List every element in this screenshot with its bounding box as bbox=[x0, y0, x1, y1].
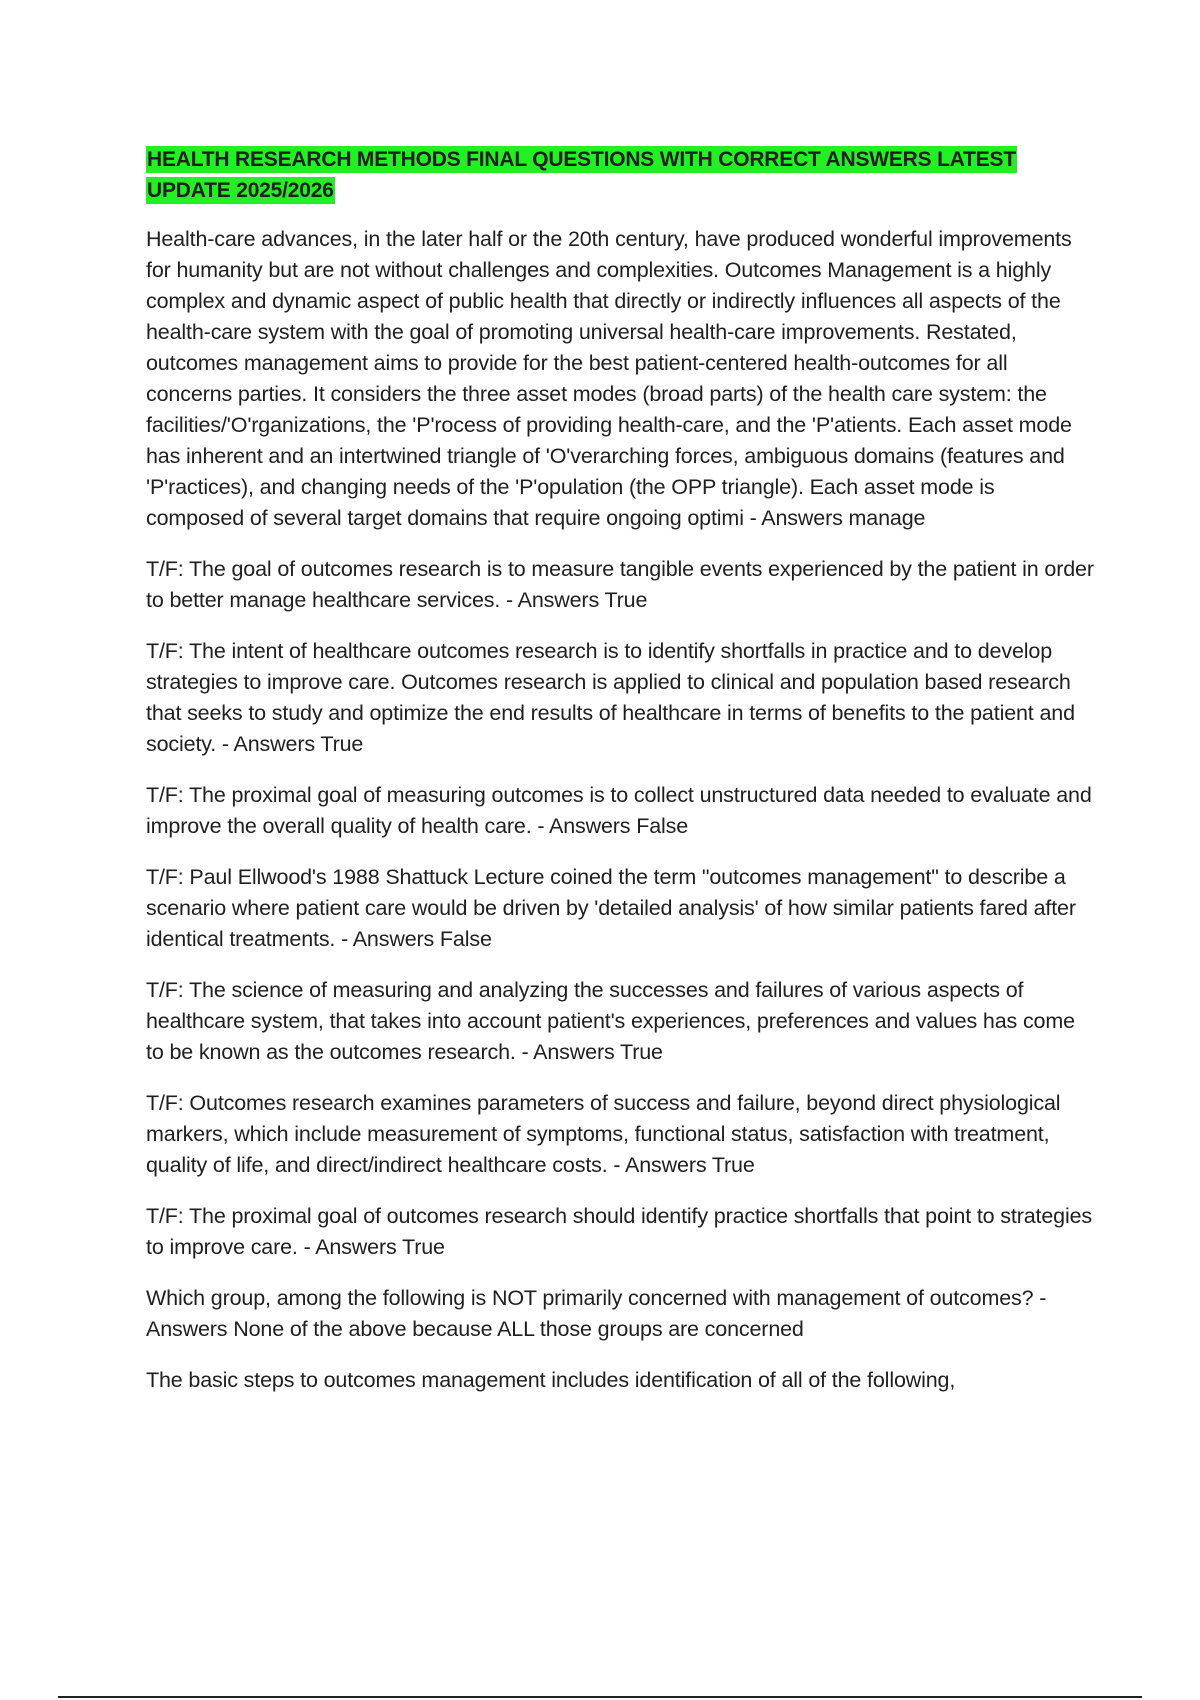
question-paragraph-2: T/F: The intent of healthcare outcomes research is to identify shortfalls in practice and to develop strategies to improve care. Outcomes research is applied to clinical and population based research that seeks to study and optimize the end results of healthcare in terms of benefits to the patient and society. - Answers True bbox=[146, 639, 1075, 756]
question-paragraph-8: Which group, among the following is NOT primarily concerned with management of outcomes? - Answers None of the above because ALL those groups are concerned bbox=[146, 1286, 1047, 1341]
document-page bbox=[146, 144, 1094, 1416]
question-paragraph-4: T/F: Paul Ellwood's 1988 Shattuck Lecture coined the term "outcomes management" to describe a scenario where patient care would be driven by 'detailed analysis' of how similar patients fared after identical treatments. - Answers False bbox=[146, 865, 1076, 951]
question-paragraph-3: T/F: The proximal goal of measuring outcomes is to collect unstructured data needed to evaluate and improve the overall quality of health care. - Answers False bbox=[146, 783, 1092, 838]
question-paragraph-9: The basic steps to outcomes management includes identification of all of the following, bbox=[146, 1368, 956, 1392]
document-title bbox=[146, 144, 1094, 206]
intro-paragraph: Health-care advances, in the later half or the 20th century, have produced wonderful improvements for humanity but are not without challenges and complexities. Outcomes Management is a highly complex and dynamic aspect of public health that directly or indirectly influences all aspects of the health-care system with the goal of promoting universal health-care improvements. Restated, outcomes management aims to provide for the best patient-centered health-outcomes for all concerns parties. It considers the three asset modes (broad parts) of the health care system: the facilities/'O'rganizations, the 'P'rocess of providing health-care, and the 'P'atients. Each asset mode has inherent and an intertwined triangle of 'O'verarching forces, ambiguous domains (features and 'P'ractices), and changing needs of the 'P'opulation (the OPP triangle). Each asset mode is composed of several target domains that require ongoing optimi - Answers manage bbox=[146, 227, 1072, 530]
question-paragraph-6: T/F: Outcomes research examines parameters of success and failure, beyond direct physiological markers, which include measurement of symptoms, functional status, satisfaction with treatment, quality of life, and direct/indirect healthcare costs. - Answers True bbox=[146, 1091, 1061, 1177]
footer-divider bbox=[58, 1696, 1142, 1698]
question-paragraph-1: T/F: The goal of outcomes research is to measure tangible events experienced by the patient in order to better manage healthcare services. - Answers True bbox=[146, 557, 1094, 612]
question-paragraph-7: T/F: The proximal goal of outcomes research should identify practice shortfalls that point to strategies to improve care. - Answers True bbox=[146, 1204, 1093, 1259]
question-paragraph-5: T/F: The science of measuring and analyzing the successes and failures of various aspects of healthcare system, that takes into account patient's experiences, preferences and values has come to be known as the outcomes research. - Answers True bbox=[146, 978, 1075, 1064]
title-highlight: HEALTH RESEARCH METHODS FINAL QUESTIONS WITH CORRECT ANSWERS LATEST UPDATE 2025/2026 bbox=[147, 148, 1016, 202]
